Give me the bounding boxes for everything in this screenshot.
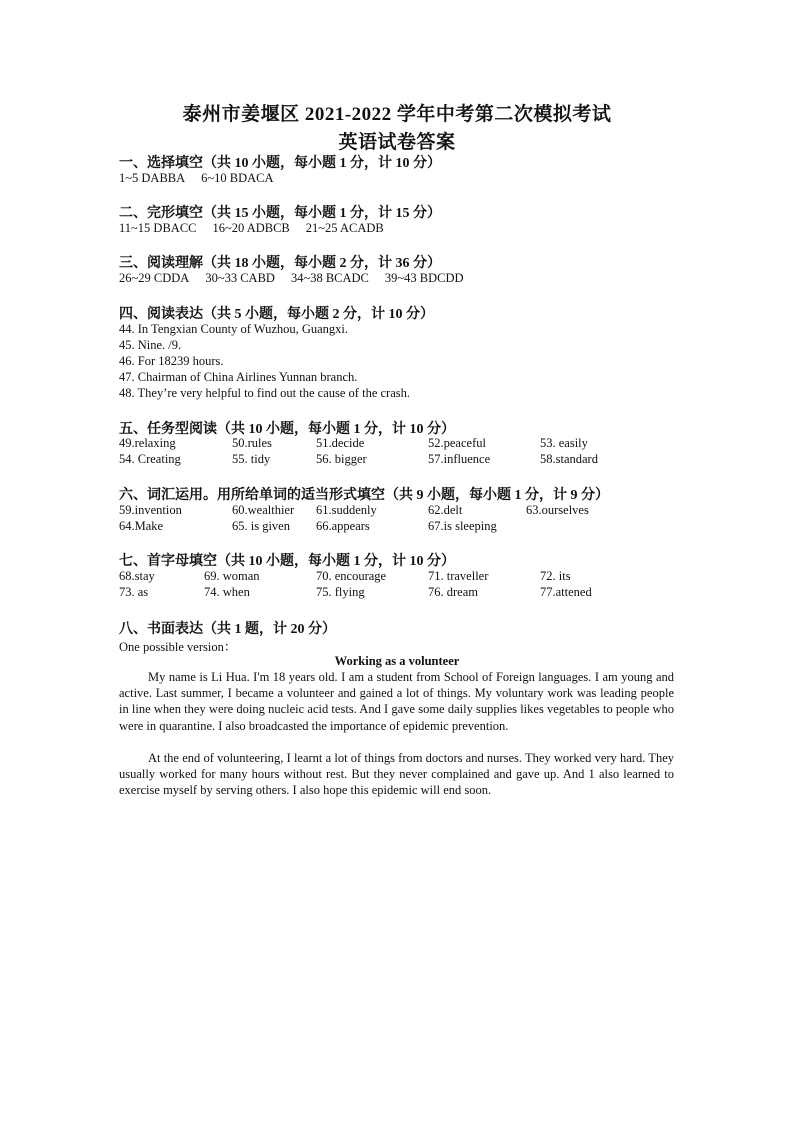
answer-cell: 75. flying (316, 585, 365, 599)
answer-cell: 61.suddenly (316, 503, 377, 517)
answer-cell: 69. woman (204, 569, 260, 583)
answer-line: 47. Chairman of China Airlines Yunnan branch. (119, 370, 358, 384)
section-3-heading: 三、阅读理解（共 18 小题，每小题 2 分，计 36 分） (119, 256, 441, 271)
essay-paragraph: My name is Li Hua. I'm 18 years old. I am a student from School of Foreign languages. I am young and active. Last summer, I became a volunteer and gained a lot of things. My voluntary work was leading people in line when they were doing nucleic acid tests. And I gave some daily supplies likes vegetables to people who were in quarantine. I also broadcasted the importance of epidemic prevention. (119, 670, 674, 733)
answer-cell: 49.relaxing (119, 436, 176, 450)
answer-cell: 77.attened (540, 585, 592, 599)
answer-group: 34~38 BCADC (290, 271, 369, 285)
answer-row (0, 519, 794, 535)
answer-row (0, 436, 794, 452)
section-8-heading: 八、书面表达（共 1 题，计 20 分） (119, 622, 336, 637)
answer-group: 39~43 BDCDD (384, 271, 464, 285)
page-title: 泰州市姜堰区 2021-2022 学年中考第二次模拟考试 (182, 104, 612, 125)
section-6-heading: 六、词汇运用。用所给单词的适当形式填空（共 9 小题，每小题 1 分，计 9 分） (119, 488, 609, 503)
section-1-heading: 一、选择填空（共 10 小题，每小题 1 分，计 10 分） (119, 156, 441, 171)
answer-cell: 73. as (119, 585, 149, 599)
essay-paragraph: At the end of volunteering, I learnt a lot of things from doctors and nurses. They worked very hard. They usually worked for many hours without rest. But they never complained and gave up. And 1 also learned to exercise myself by serving others. I also hope this epidemic will end soon. (119, 751, 674, 798)
section-7-heading: 七、首字母填空（共 10 小题，每小题 1 分，计 10 分） (119, 554, 455, 569)
answer-cell: 55. tidy (232, 452, 271, 466)
answer-cell: 51.decide (316, 436, 365, 450)
answer-cell: 65. is given (232, 519, 290, 533)
answer-line: 48. They’re very helpful to find out the cause of the crash. (119, 386, 410, 400)
answer-cell: 53. easily (540, 436, 588, 450)
section-4-heading: 四、阅读表达（共 5 小题，每小题 2 分，计 10 分） (119, 307, 434, 322)
answer-cell: 57.influence (428, 452, 491, 466)
answer-line: 46. For 18239 hours. (119, 354, 224, 368)
answer-cell: 56. bigger (316, 452, 367, 466)
essay-intro: One possible version： (119, 640, 237, 654)
essay-title: Working as a volunteer (334, 654, 460, 668)
answer-group: 26~29 CDDA (119, 271, 190, 285)
answer-row (0, 569, 794, 585)
answer-cell: 50.rules (232, 436, 272, 450)
answer-cell: 54. Creating (119, 452, 181, 466)
answer-line: 44. In Tengxian County of Wuzhou, Guangxi. (119, 322, 349, 336)
answer-cell: 58.standard (540, 452, 598, 466)
section-3-answers (119, 271, 480, 286)
answer-group: 21~25 ACADB (305, 221, 384, 235)
section-2-heading: 二、完形填空（共 15 小题，每小题 1 分，计 15 分） (119, 206, 441, 221)
answer-cell: 63.ourselves (526, 503, 589, 517)
answer-cell: 76. dream (428, 585, 478, 599)
answer-row (0, 503, 794, 519)
answer-cell: 62.delt (428, 503, 463, 517)
page-subtitle: 英语试卷答案 (338, 132, 456, 153)
answer-cell: 70. encourage (316, 569, 387, 583)
answer-group: 6~10 BDACA (201, 171, 274, 185)
section-5-heading: 五、任务型阅读（共 10 小题，每小题 1 分，计 10 分） (119, 422, 455, 437)
section-2-answers (119, 221, 400, 236)
answer-group: 30~33 CABD (205, 271, 275, 285)
answer-cell: 52.peaceful (428, 436, 486, 450)
answer-line: 45. Nine. /9. (119, 338, 182, 352)
answer-cell: 68.stay (119, 569, 155, 583)
answer-group: 16~20 ADBCB (212, 221, 290, 235)
section-1-answers (119, 171, 290, 186)
answer-cell: 59.invention (119, 503, 182, 517)
answer-group: 1~5 DABBA (119, 171, 186, 185)
answer-cell: 64.Make (119, 519, 164, 533)
answer-group: 11~15 DBACC (119, 221, 197, 235)
answer-row (0, 585, 794, 601)
answer-cell: 67.is sleeping (428, 519, 497, 533)
answer-cell: 60.wealthier (232, 503, 295, 517)
answer-cell: 72. its (540, 569, 571, 583)
answer-cell: 74. when (204, 585, 250, 599)
answer-cell: 66.appears (316, 519, 370, 533)
answer-cell: 71. traveller (428, 569, 489, 583)
answer-row (0, 452, 794, 468)
